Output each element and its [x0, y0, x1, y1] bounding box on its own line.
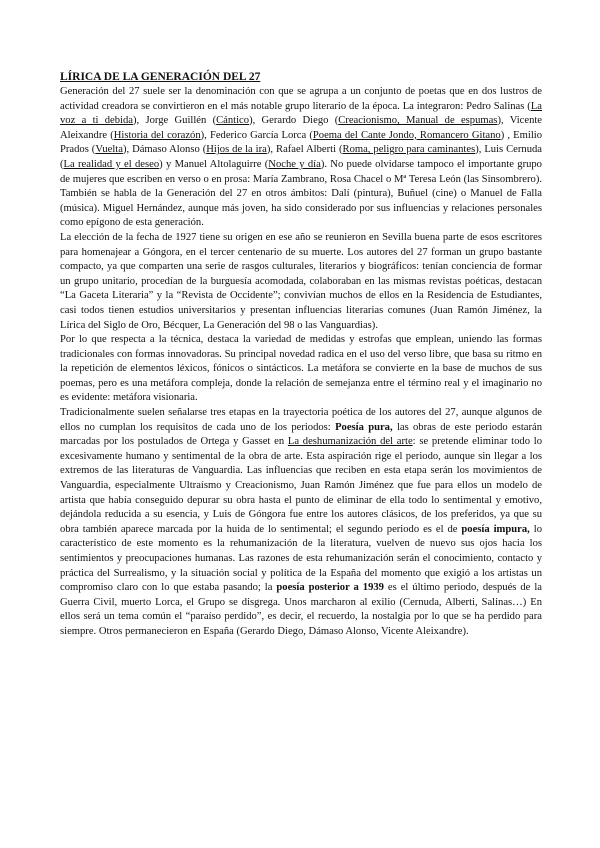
- text-run: lo característico de este momento es la rehumanización de la literatura, vuelven de nuevo sus ojos hacia los sentimientos y preocupaciones humanas. Las razones de esta rehumanización serán el conocimiento, contacto y práctica del Surrealismo, y la situación social y política de la España del momento que exigió a los artistas un compromiso claro con lo que estaba pasando; la: [60, 523, 542, 594]
- work-title: Historia del corazón: [113, 129, 201, 141]
- paragraph: [60, 231, 542, 333]
- text-run: ). No puede olvidarse tampoco el importante grupo de mujeres que escriben en verso o en prosa: María Zambrano, Rosa Chacel o Mª Teresa León (las Sinsombrero). También se habla de la Generación del 27 en otros ámbitos: Dalí (pintura), Buñuel (cine) o Manuel de Falla (música). Miguel Hernández, aunque más joven, ha sido considerado por sus influencias y relaciones personales como epígono de esta generación.: [60, 158, 542, 229]
- bold-term: poesía impura,: [461, 523, 530, 535]
- text-run: ), Dámaso Alonso (: [122, 144, 207, 156]
- text-run: ), Federico García Lorca (: [200, 129, 313, 141]
- text-run: Tradicionalmente suelen señalarse tres etapas en la trayectoria poética de los autores del 27, aunque algunos de ellos no cumplan los requisitos de cada uno de los periodos:: [60, 407, 542, 433]
- work-title: Noche y día: [268, 158, 321, 170]
- paragraph: [60, 333, 542, 406]
- text-run: Por lo que respecta a la técnica, destaca la variedad de medidas y estrofas que emplean, uniendo las formas tradicionales con formas innovadoras. Su principal novedad radica en el uso del verso libre, que basa su ritmo en la repetición de elementos léxicos, fónicos o sintácticos. La metáfora se convierte en la base de muchos de sus poemas, pero es una metáfora compleja, donde la relación de semejanza entre el término real y el imaginario no es evidente: metáfora visionaria.: [60, 334, 542, 404]
- work-title: Poema del Cante Jondo, Romancero Gitano: [312, 129, 501, 141]
- paragraph: [60, 406, 542, 640]
- bold-term: poesía posterior a 1939: [276, 582, 384, 594]
- document-page: [60, 70, 542, 640]
- text-run: ) y Manuel Altolaguirre (: [159, 158, 269, 170]
- work-title: Creacionismo, Manual de espumas: [338, 115, 498, 127]
- work-title: La voz a ti debida: [60, 100, 542, 127]
- work-title: Hijos de la ira: [206, 144, 267, 156]
- bold-term: Poesía pura,: [335, 421, 393, 433]
- text-run: ), Vicente Aleixandre (: [60, 115, 543, 141]
- text-run: las obras de este periodo estarán marcadas por los postulados de Ortega y Gasset en: [60, 421, 542, 448]
- work-title: Vuelta: [95, 144, 123, 156]
- document-title: LÍRICA DE LA GENERACIÓN DEL 27: [60, 71, 261, 83]
- text-run: : se pretende eliminar todo lo excesivamente humano y sentimental de la obra de arte. Esta aspiración rige el periodo, aunque sin llegar a los extremos de las literaturas de Vanguardia. Las influencias que reciben en esta etapa serán los movimientos de Vanguardia, especialmente Ultraísmo y Creacionismo, Juan Ramón Jiménez que fue para ellos un modelo de artista que había conseguido depurar su obra hasta el punto de eliminar de ella todo lo sentimental y emotivo, dejándola reducida a su esencia, y Luis de Góngora fue entre los autores clásicos, de los preferidos, ya que su obra también aparece marcada por la huida de lo sentimental; el segundo periodo es el de: [60, 436, 542, 535]
- text-run: ), Luis Cernuda (: [60, 144, 543, 170]
- document-body: [60, 85, 542, 640]
- text-run: ), Rafael Alberti (: [266, 144, 343, 156]
- work-title: Roma, peligro para caminantes: [342, 144, 476, 156]
- text-run: La elección de la fecha de 1927 tiene su origen en ese año se reunieron en Sevilla buena parte de esos escritores para homenajear a Góngora, en el tercer centenario de su muerte. Los autores del 27 forman un grupo bastante compacto, ya que comparten una serie de rasgos culturales, literarios y biográficos: tenían conciencia de formar un grupo unitario, procedían de la burguesía acomodada, colaboraban en las mismas revistas poéticas, destacan “La Gaceta Literaria” y la “Revista de Occidente”; convivían muchos de ellos en la Residencia de Estudiantes, casi todos tienen estudios universitarios y presentan influencias literarias comunes (Juan Ramón Jiménez, la Lírica del Siglo de Oro, Bécquer, La Generación del 98 o las Vanguardias).: [60, 231, 542, 331]
- work-title: La realidad y el deseo: [63, 158, 160, 170]
- work-title: La deshumanización del arte: [287, 436, 413, 448]
- text-run: ), Jorge Guillén (: [133, 115, 217, 127]
- text-run: ), Gerardo Diego (: [249, 115, 339, 127]
- work-title: Cántico: [216, 115, 250, 127]
- paragraph: [60, 85, 542, 231]
- text-run: Generación del 27 suele ser la denominación con que se agrupa a un conjunto de poetas que en dos lustros de actividad creadora se convirtieron en el más notable grupo literario de la época. La integraron: Pedro Salinas (: [60, 86, 542, 112]
- text-run: ) , Emilio Prados (: [60, 129, 542, 156]
- text-run: es el último periodo, después de la Guerra Civil, muerto Lorca, el Grupo se disgrega. Unos marcharon al exilio (Cernuda, Alberti, Salinas…) En ellos será un tema común el “paraíso perdido”, es decir, el recuerdo, la nostalgia por lo que se ha perdido para siempre. Otros permanecieron en España (Gerardo Diego, Dámaso Alonso, Vicente Aleixandre).: [60, 582, 542, 637]
